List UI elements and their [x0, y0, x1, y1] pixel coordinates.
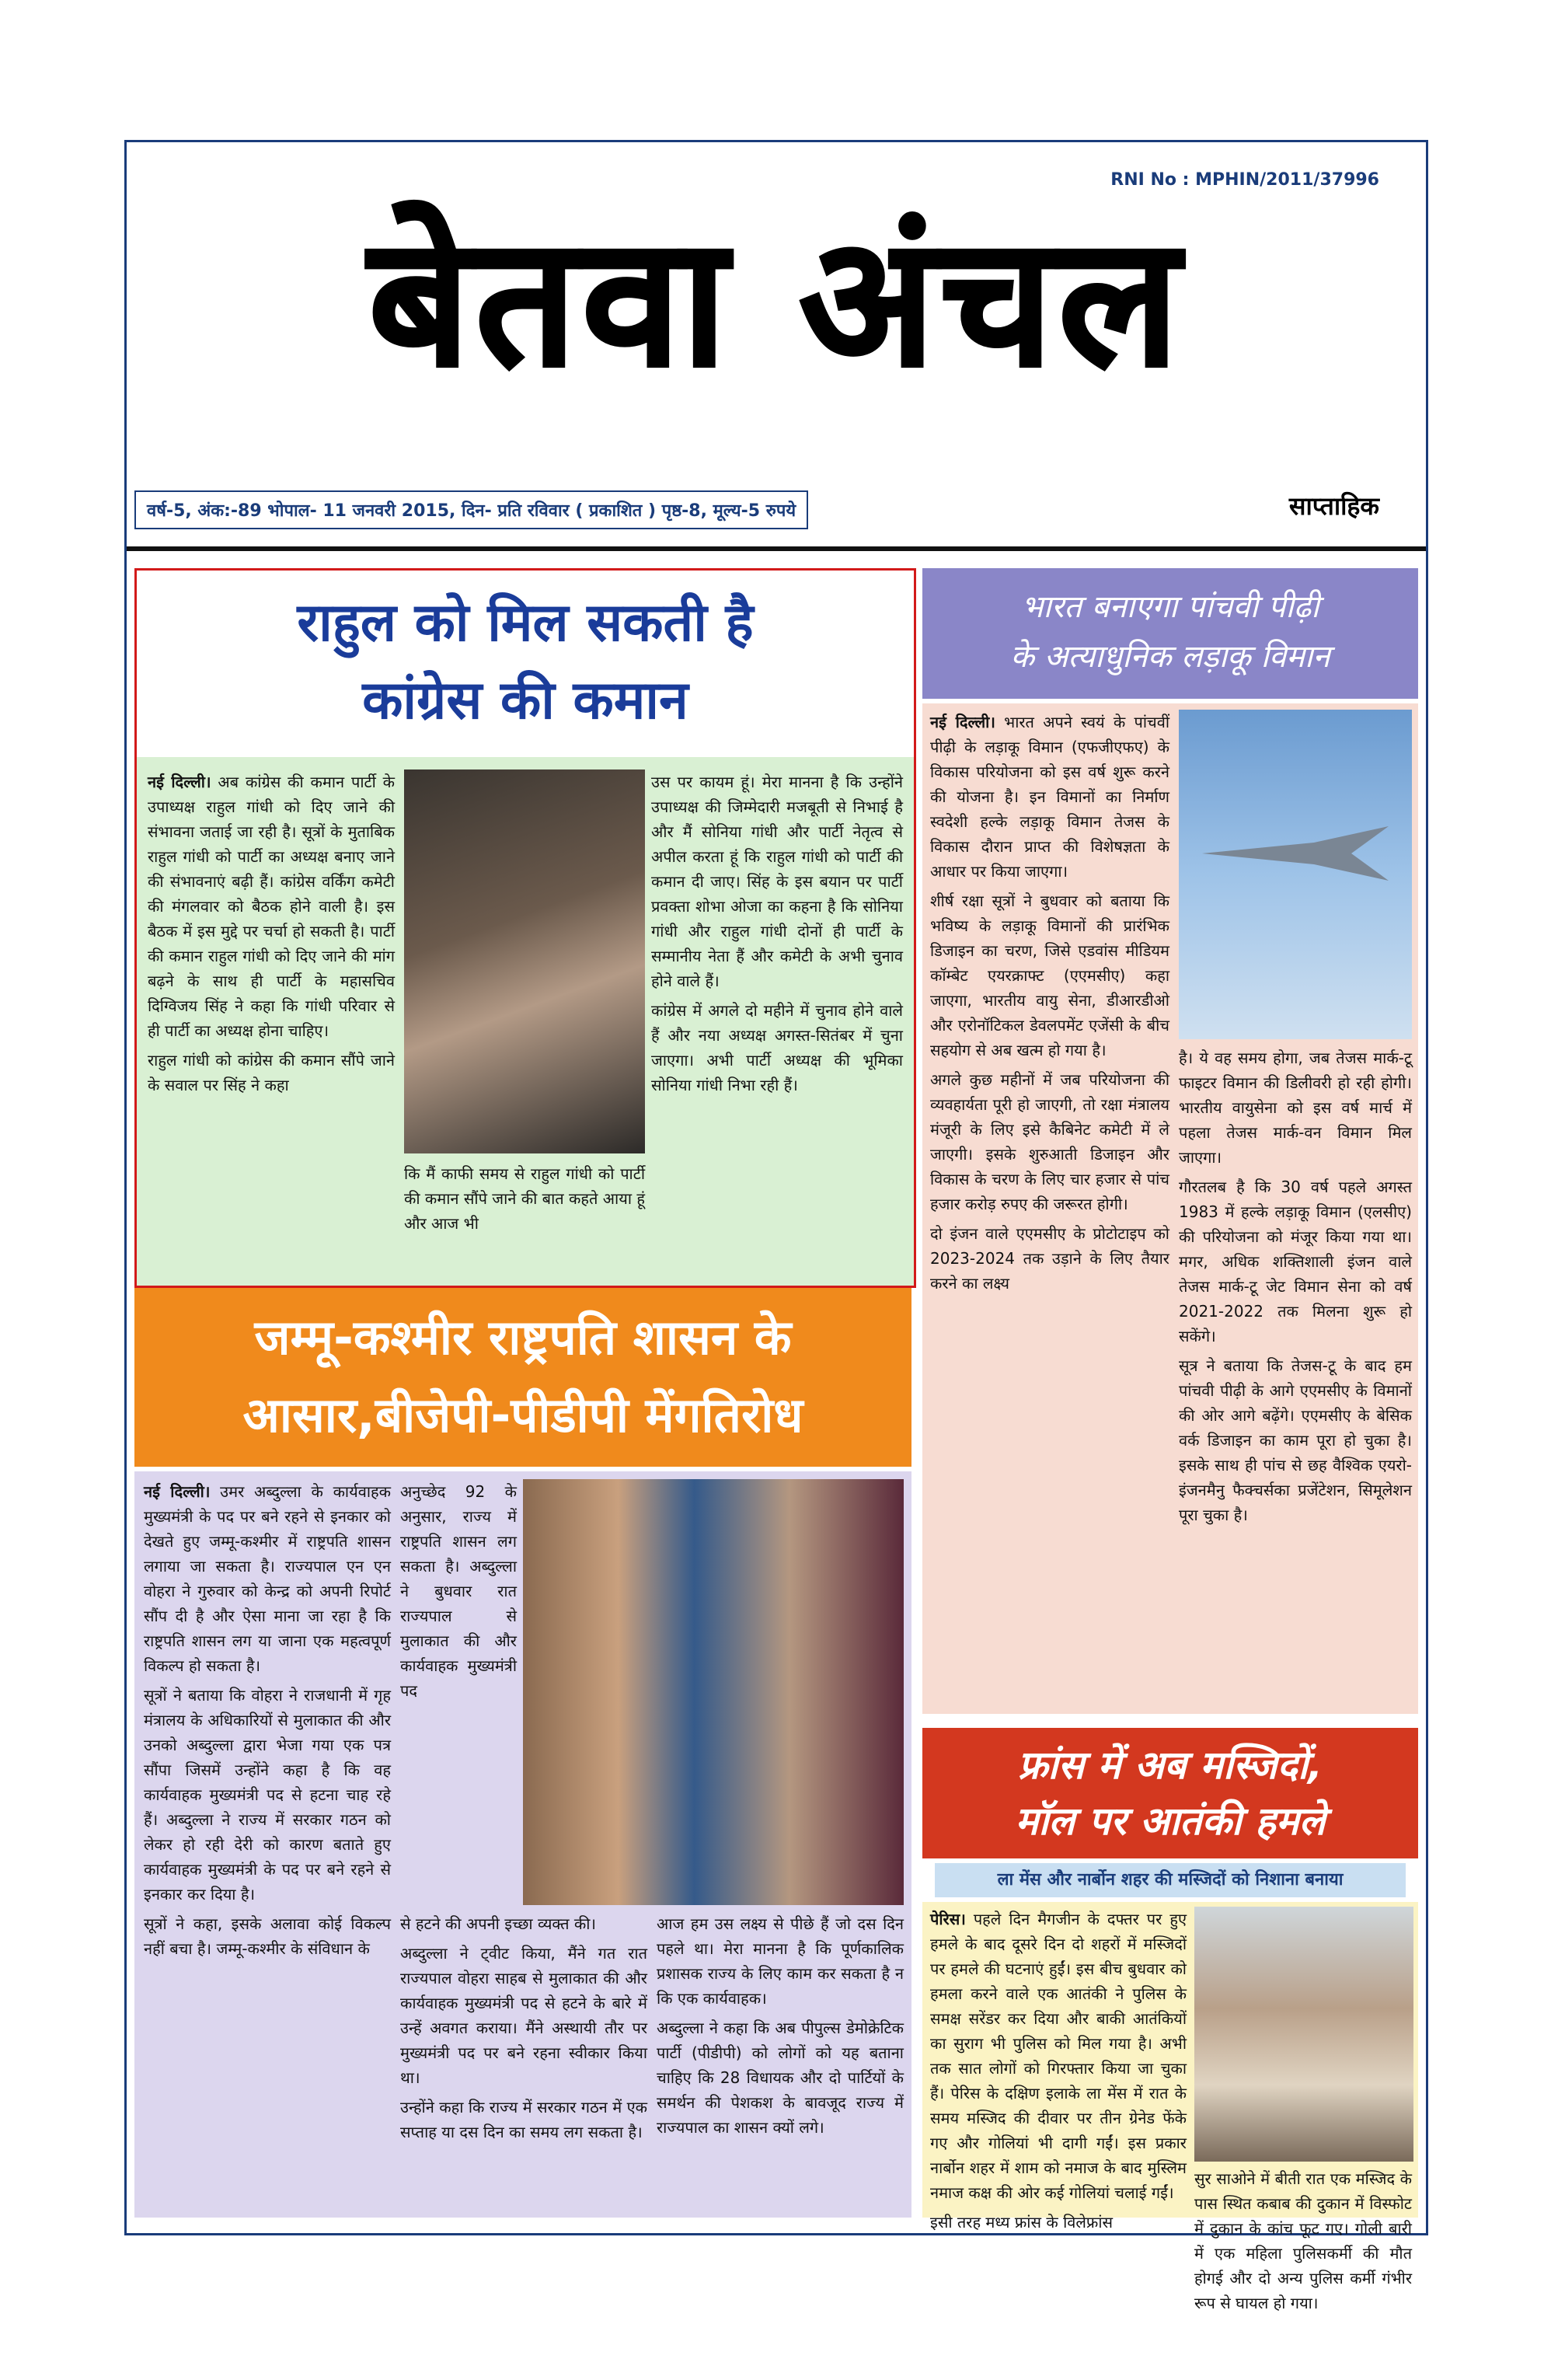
rahul-column-2	[404, 1161, 645, 1241]
jet-text-1b: शीर्ष रक्षा सूत्रों ने बुधवार को बताया कि भविष्य के लड़ाकू विमानों की प्रारंभिक डिजाइन का चरण, जिसे एडवांस मीडियम कॉम्बेट एयरक्राफ्ट (एएमसीए) कहा जाएगा, भारतीय वायु सेना, डीआरडीओ और एरोनॉटिकल डेवलपमेंट एजेंसी के बीच सहयोग से अब खत्म हो गया है।	[930, 892, 1169, 1059]
article-fighter-jet	[922, 703, 1418, 1714]
jet-headline-line1: भारत बनाएगा पांचवी पीढ़ी	[1021, 589, 1319, 625]
kashmir-byline: नई दिल्ली।	[144, 1482, 211, 1501]
france-byline: पेरिस।	[930, 1910, 966, 1928]
jet-text-1d: दो इंजन वाले एएमसीए के प्रोटोटाइप को 2023-2024 तक उड़ाने के लिए तैयार करने का लक्ष्य	[930, 1224, 1169, 1293]
rni-number: RNI No : MPHIN/2011/37996	[1110, 170, 1379, 190]
article-rahul	[134, 568, 916, 1288]
kashmir-text-2: अनुच्छेद 92 के अनुसार, राज्य में राष्ट्रपति शासन लग सकता है। अब्दुल्ला ने बुधवार रात राज्यपाल से मुलाकात की और कार्यवाहक मुख्यमंत्री पद	[400, 1482, 517, 1700]
kashmir-headline	[134, 1288, 911, 1467]
kashmir-text-2c: अब्दुल्ला ने ट्वीट किया, मैंने गत रात राज्यपाल वोहरा साहब से मुलाकात की और कार्यवाहक मुख्यमंत्री पद से हटने के बारे में उन्हें अवगत कराया। मैंने अस्थायी तौर पर मुख्यमंत्री पद पर बने रहना स्वीकार किया था।	[400, 1944, 647, 2087]
publication-frequency: साप्ताहिक	[1288, 491, 1379, 521]
rahul-text-3: उस पर कायम हूं। मेरा मानना है कि उन्होंने उपाध्यक्ष की जिम्मेदारी मजबूती से निभाई है और मैं सोनिया गांधी और पार्टी नेतृत्व से अपील करता हूं कि राहुल गांधी को पार्टी की कमान दी जाए। सिंह के इस बयान पर पार्टी प्रवक्ता शोभा ओजा का कहना है कि सोनिया गांधी और राहुल गांधी दोनों ही पार्टी के सम्मानीय नेता हैं और कमेटी के अभी चुनाव होने वाले हैं।	[651, 773, 903, 990]
rahul-headline	[137, 571, 914, 757]
kashmir-column-1	[144, 1479, 391, 1966]
rahul-headline-line1: राहुल को मिल सकती है	[297, 592, 754, 654]
kashmir-text-2d: उन्होंने कहा कि राज्य में सरकार गठन में एक सप्ताह या दस दिन का समय लग सकता है।	[400, 2098, 647, 2141]
article-france	[922, 1902, 1418, 2312]
france-column-1	[930, 1907, 1187, 2239]
france-headline-line1: फ्रांस में अब मस्जिदों,	[1017, 1743, 1323, 1788]
fighter-jet-photo	[1179, 710, 1412, 1039]
jet-text-2b: गौरतलब है कि 30 वर्ष पहले अगस्त 1983 में हल्के लड़ाकू विमान (एलसीए) की परियोजना को मंजूर किया गया था। मगर, अधिक शक्तिशाली इंजन वाले तेजस मार्क-टू जेट विमान सेना को वर्ष 2021-2022 तक मिलना शुरू हो सकेंगे।	[1179, 1178, 1412, 1345]
kashmir-text-2b: से हटने की अपनी इच्छा व्यक्त की।	[400, 1914, 596, 1933]
france-column-2	[1194, 2166, 1412, 2320]
mosque-street-photo	[1194, 1907, 1413, 2162]
kashmir-text-1c: सूत्रों ने कहा, इसके अलावा कोई विकल्प नहीं बचा है। जम्मू-कश्मीर के संविधान के	[144, 1914, 391, 1958]
jet-column-2	[1179, 1045, 1412, 1532]
kashmir-headline-line2: आसार,बीजेपी-पीडीपी मेंगतिरोध	[242, 1387, 803, 1443]
article-kashmir	[134, 1471, 911, 2218]
newspaper-page	[124, 140, 1428, 2312]
kashmir-text-1b: सूत्रों ने बताया कि वोहरा ने राजधानी में गृह मंत्रालय के अधिकारियों से मुलाकात की और उनको अब्दुल्ला द्वारा भेजा गया एक पत्र सौंपा जिसमें उन्होंने कहा है कि वह कार्यवाहक मुख्यमंत्री पद से हटना चाह रहे हैं। अब्दुल्ला ने राज्य में सरकार गठन को लेकर हो रही देरी को कारण बताते हुए कार्यवाहक मुख्यमंत्री के पद पर बने रहने से इनकार कर दिया है।	[144, 1686, 391, 1904]
france-headline	[922, 1728, 1418, 1858]
kashmir-text-1: उमर अब्दुल्ला के कार्यवाहक मुख्यमंत्री के पद पर बने रहने से इनकार को देखते हुए जम्मू-कश्मीर में राष्ट्रपति शासन लगाया जा सकता है। राज्यपाल एन एन वोहरा ने गुरुवार को केन्द्र को अपनी रिपोर्ट सौंप दी है और ऐसा माना जा रहा है कि राष्ट्रपति शासन लग या जाना एक महत्वपूर्ण विकल्प हो सकता है।	[144, 1482, 391, 1675]
jet-byline: नई दिल्ली।	[930, 713, 995, 731]
rahul-column-1	[148, 769, 395, 1102]
kashmir-column-3	[657, 1911, 904, 2144]
france-text-1b: इसी तरह मध्य फ्रांस के विलेफ्रांस	[930, 2213, 1114, 2232]
rahul-text-1b: राहुल गांधी को कांग्रेस की कमान सौंपे जाने के सवाल पर सिंह ने कहा	[148, 1051, 395, 1094]
issue-dateline: वर्ष-5, अंक:-89 भोपाल- 11 जनवरी 2015, दिन- प्रति रविवार ( प्रकाशित ) पृष्ठ-8, मूल्य-5 रुपये	[134, 490, 808, 529]
kashmir-text-3b: अब्दुल्ला ने कहा कि अब पीपुल्स डेमोक्रेटिक पार्टी (पीडीपी) को लोगों को यह बताना चाहिए कि 28 विधायक और दो पार्टियों के समर्थन की पेशकश के बावजूद राज्य में राज्यपाल का शासन क्यों लगे।	[657, 2019, 904, 2137]
rahul-byline: नई दिल्ली।	[148, 773, 211, 791]
jet-text-2: है। ये वह समय होगा, जब तेजस मार्क-टू फाइटर विमान की डिलीवरी हो रही होगी। भारतीय वायुसेना को इस वर्ष मार्च में पहला तेजस मार्क-वन विमान मिल जाएगा।	[1179, 1049, 1412, 1167]
france-headline-line2: मॉल पर आतंकी हमले	[1015, 1799, 1326, 1844]
rahul-column-3	[651, 769, 903, 1102]
rahul-headline-line2: कांग्रेस की कमान	[362, 670, 688, 731]
kashmir-column-2b	[400, 1911, 647, 2149]
france-text-1: पहले दिन मैगजीन के दफ्तर पर हुए हमले के बाद दूसरे दिन दो शहरों में मस्जिदों पर हमले की घटनाएं हुईं। इस बीच बुधवार को हमला करने वाले एक आतंकी ने पुलिस के समक्ष सरेंडर कर दिया और बाकी आतंकियों का सुराग भी पुलिस को मिल गया है। अभी तक सात लोगों को गिरफ्तार किया जा चुका हैं। पेरिस के दक्षिण इलाके ला मेंस में रात के समय मस्जिद की दीवार पर तीन ग्रेनेड फेंके गए और गोलियां भी दागी गईं। इस प्रकार नार्बोन शहर में शाम को नमाज के बाद मुस्लिम नमाज कक्ष की ओर कई गोलियां चलाई गईं।	[930, 1910, 1187, 2202]
rahul-text-2: कि मैं काफी समय से राहुल गांधी को पार्टी की कमान सौंपे जाने की बात कहते आया हूं और आज भी	[404, 1164, 645, 1233]
jet-text-1: भारत अपने स्वयं के पांचवीं पीढ़ी के लड़ाकू विमान (एफजीएफए) के विकास परियोजना को इस वर्ष शुरू करने की योजना है। इन विमानों का निर्माण स्वदेशी हल्के लड़ाकू विमान तेजस के विकास दौरान प्राप्त की विशेषज्ञता के आधार पर किया जाएगा।	[930, 713, 1170, 881]
masthead-rule	[127, 546, 1426, 551]
jet-text-2c: सूत्र ने बताया कि तेजस-टू के बाद हम पांचवी पीढ़ी के आगे एएमसीए के विमानों की ओर आगे बढ़ेंगे। एएमसीए के बेसिक वर्क डिजाइन का काम पूरा हो चुका है। इसके साथ ही पांच से छह वैश्विक एयरो-इंजनमैनु फैक्चर्सका प्रजेंटेशन, सिमूलेशन पूरा चुका है।	[1179, 1356, 1412, 1524]
jet-text-1c: अगले कुछ महीनों में जब परियोजना की व्यवहार्यता पूरी हो जाएगी, तो रक्षा मंत्रालय मंजूरी के लिए इसे कैबिनेट कमेटी में ले जाएगी। इसके शुरुआती डिजाइन और विकास के चरण के लिए चार हजार से पांच हजार करोड़ रुपए की जरूरत होगी।	[930, 1070, 1169, 1213]
jet-headline	[922, 568, 1418, 699]
politicians-photo-collage	[523, 1479, 904, 1905]
rahul-text-1: अब कांग्रेस की कमान पार्टी के उपाध्यक्ष राहुल गांधी को दिए जाने की संभावना जताई जा रही है। सूत्रों के मुताबिक राहुल गांधी को पार्टी का अध्यक्ष बनाए जाने की संभावनाएं बढ़ी हैं। कांग्रेस वर्किंग कमेटी की मंगलवार को बैठक होने वाली है। इस बैठक में इस मुद्दे पर चर्चा हो सकती है। पार्टी की कमान राहुल गांधी को दिए जाने की मांग बढ़ने के साथ ही पार्टी के महासचिव दिग्विजय सिंह ने कहा कि गांधी परिवार से ही पार्टी का अध्यक्ष होना चाहिए।	[148, 773, 395, 1040]
france-text-2: सुर साओने में बीती रात एक मस्जिद के पास स्थित कबाब की दुकान में विस्फोट में दुकान के कांच फूट गए। गोली बारी में एक महिला पुलिसकर्मी की मौत होगई और दो अन्य पुलिस कर्मी गंभीर रूप से घायल हो गया।	[1194, 2169, 1412, 2312]
rahul-text-3b: कांग्रेस में अगले दो महीने में चुनाव होने वाले हैं और नया अध्यक्ष अगस्त-सितंबर में चुना जाएगा। अभी पार्टी अध्यक्ष की भूमिका सोनिया गांधी निभा रही हैं।	[651, 1001, 903, 1094]
france-subheadline: ला मेंस और नार्बोन शहर की मस्जिदों को निशाना बनाया	[935, 1863, 1406, 1897]
kashmir-headline-line1: जम्मू-कश्मीर राष्ट्रपति शासन के	[254, 1309, 792, 1366]
kashmir-text-3: आज हम उस लक्ष्य से पीछे हैं जो दस दिन पहले था। मेरा मानना है कि पूर्णकालिक प्रशासक राज्य के लिए काम कर सकता है न कि एक कार्यवाहक।	[657, 1914, 904, 2008]
jet-plane-shape	[1202, 826, 1389, 881]
kashmir-column-2	[400, 1479, 517, 1708]
masthead-title: बेतवा अंचल	[368, 197, 1184, 407]
jet-headline-line2: के अत्याधुनिक लड़ाकू विमान	[1010, 639, 1330, 675]
jet-column-1	[930, 710, 1169, 1300]
rahul-gandhi-photo	[404, 769, 645, 1153]
